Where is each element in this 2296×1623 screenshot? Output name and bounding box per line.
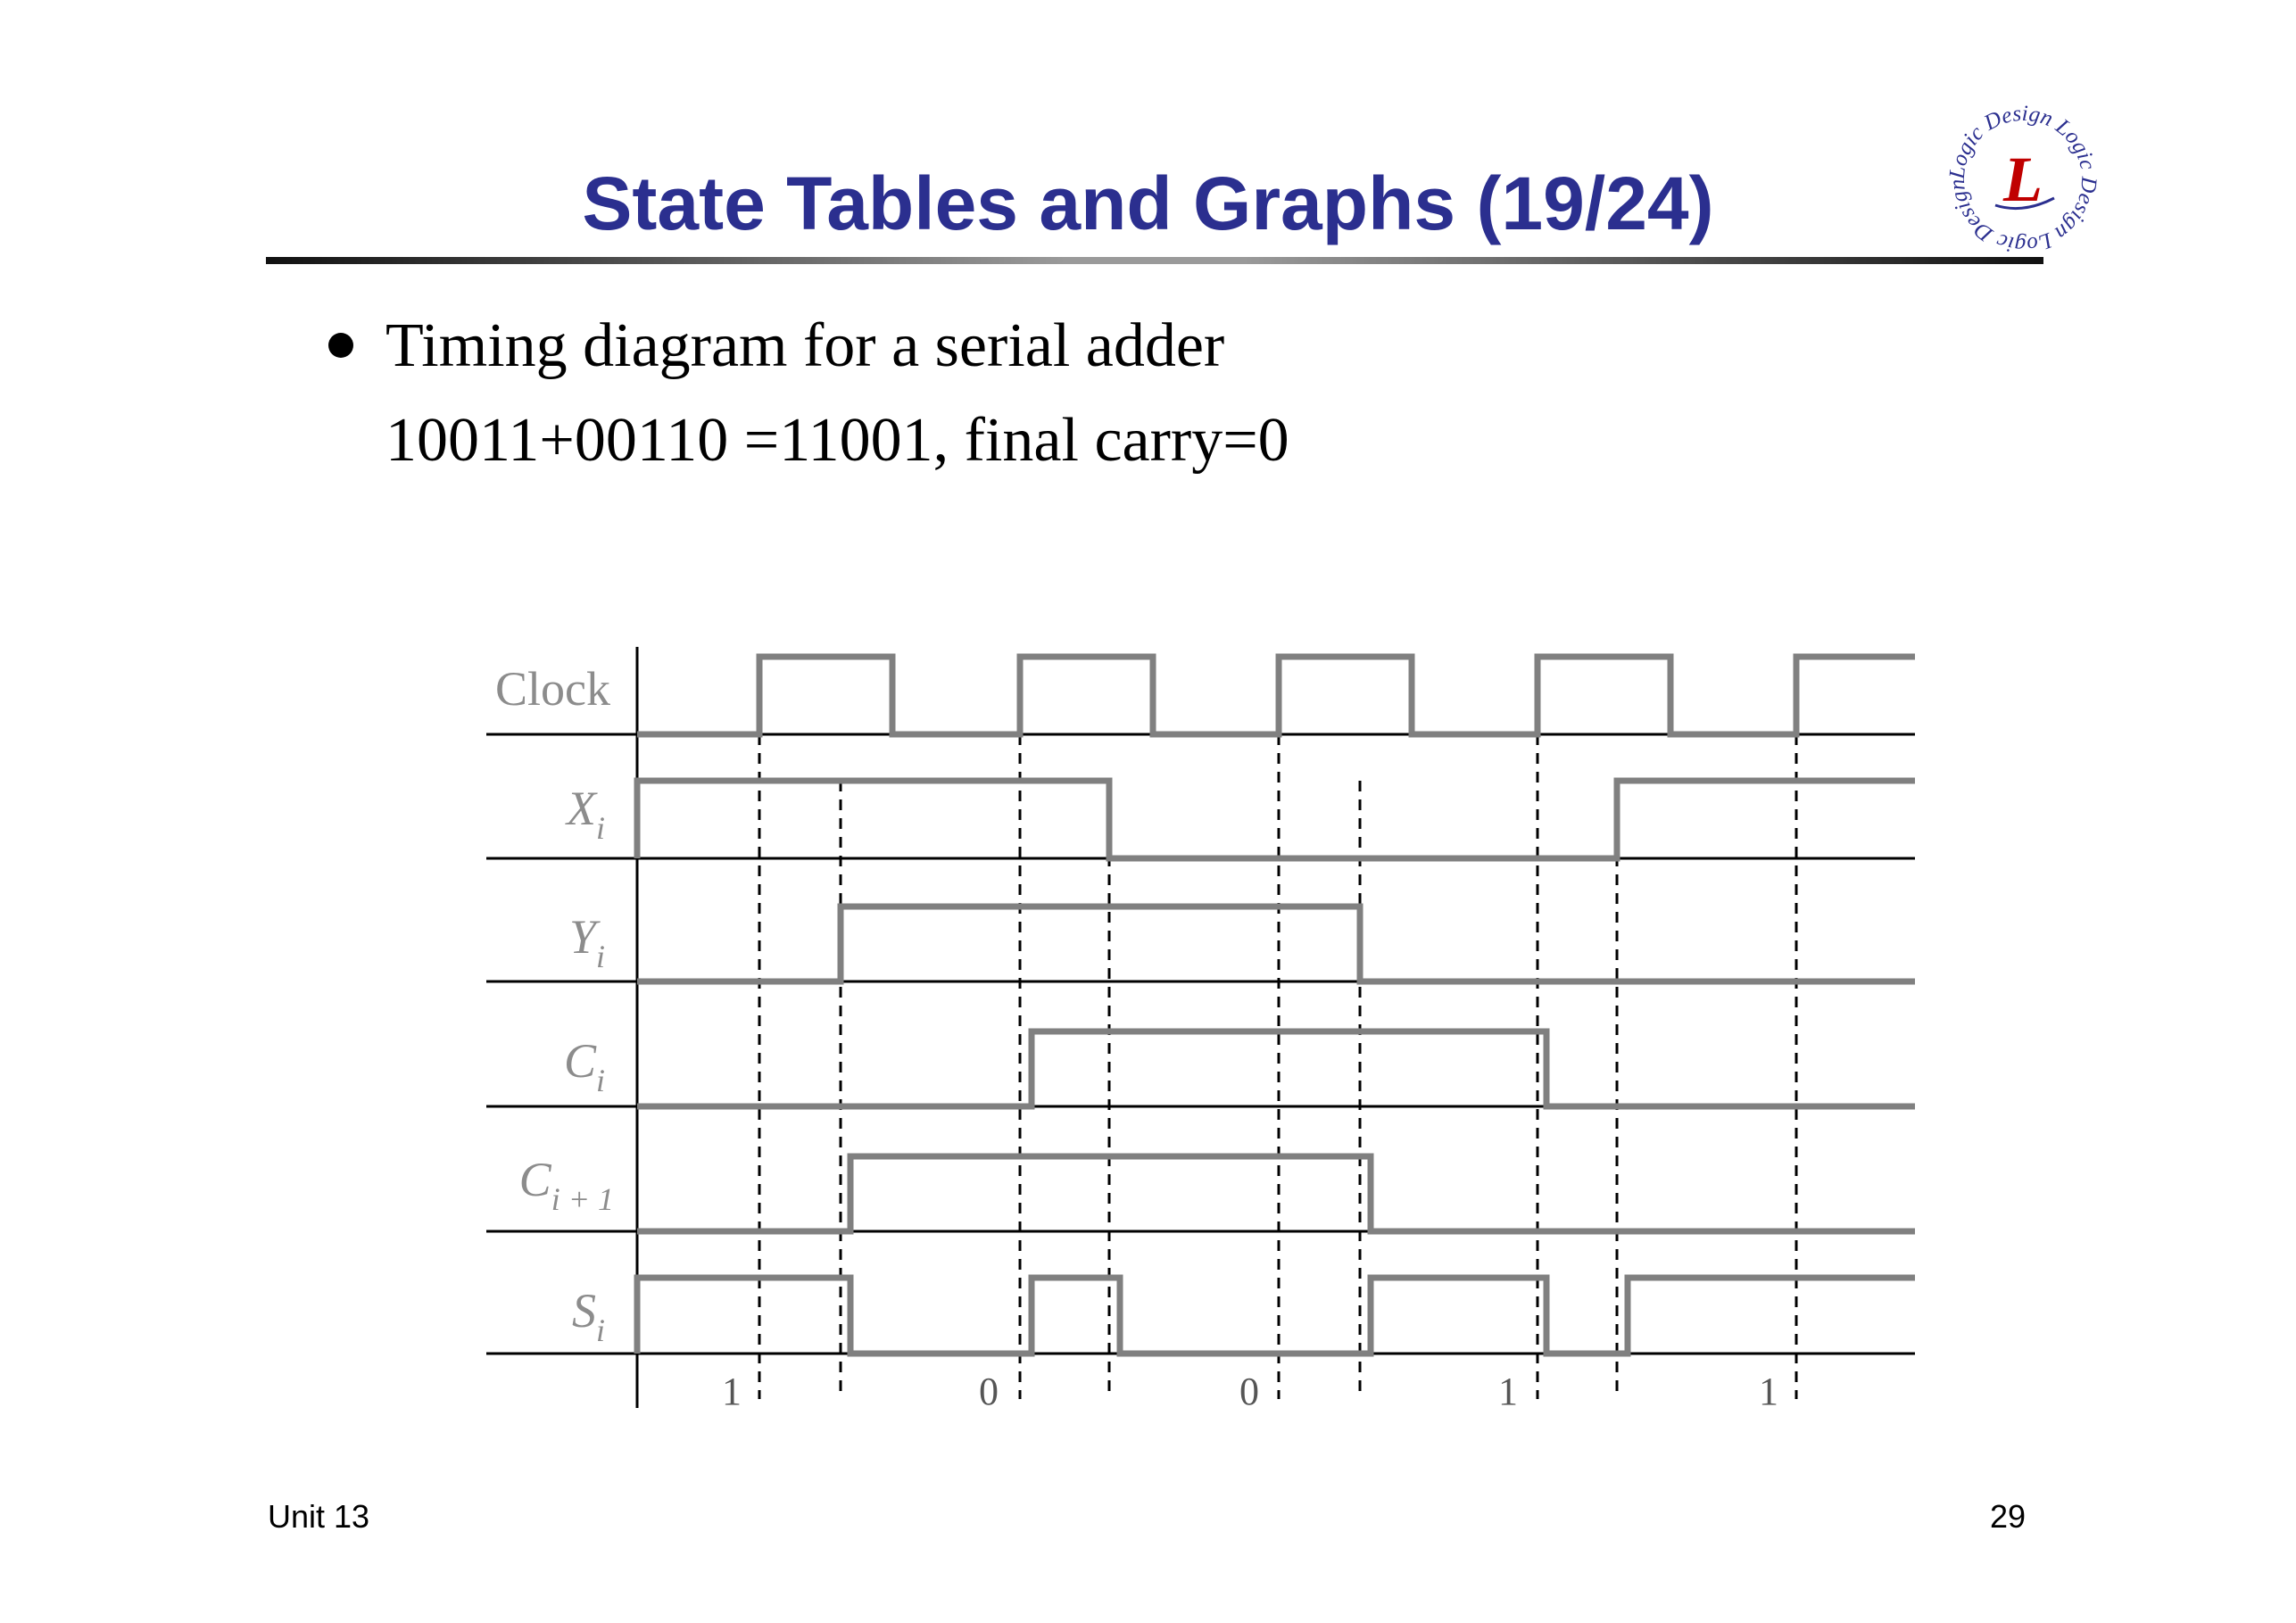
sum-bit-label: 1 (1498, 1370, 1518, 1413)
waveform-yi (637, 907, 1915, 981)
waveform-ci (637, 1031, 1915, 1106)
footer-unit: Unit 13 (268, 1498, 370, 1535)
waveform-xi (637, 781, 1915, 858)
signal-label-clock: Clock (495, 662, 610, 716)
waveform-ci1 (637, 1156, 1915, 1231)
sum-bit-label: 0 (979, 1370, 999, 1413)
waveform-clock (637, 657, 1915, 734)
sum-bit-label: 1 (1759, 1370, 1778, 1413)
bullet-equation: 10011+00110 =11001, final carry=0 (385, 406, 1289, 475)
signal-label-xi: $X_i$ (566, 782, 605, 846)
bullet-text: Timing diagram for a serial adder (385, 311, 1225, 380)
sum-bit-label: 0 (1239, 1370, 1259, 1413)
waveform-si (637, 1278, 1915, 1354)
logo-letter: L (2003, 144, 2043, 215)
slide-title: State Tables and Graphs (19/24) (582, 161, 1714, 245)
signal-label-ci: $C_i$ (563, 1034, 605, 1098)
signal-label-si: $S_i$ (571, 1284, 605, 1348)
logo-ring-text: Logic Design Logic Design Logic Design (1944, 101, 2101, 258)
signal-label-yi: $Y_i$ (568, 910, 605, 974)
sum-bit-label: 1 (722, 1370, 742, 1413)
page-number: 29 (1989, 1498, 2026, 1535)
signal-label-ci1: $C_{i + 1}$ (518, 1153, 614, 1217)
